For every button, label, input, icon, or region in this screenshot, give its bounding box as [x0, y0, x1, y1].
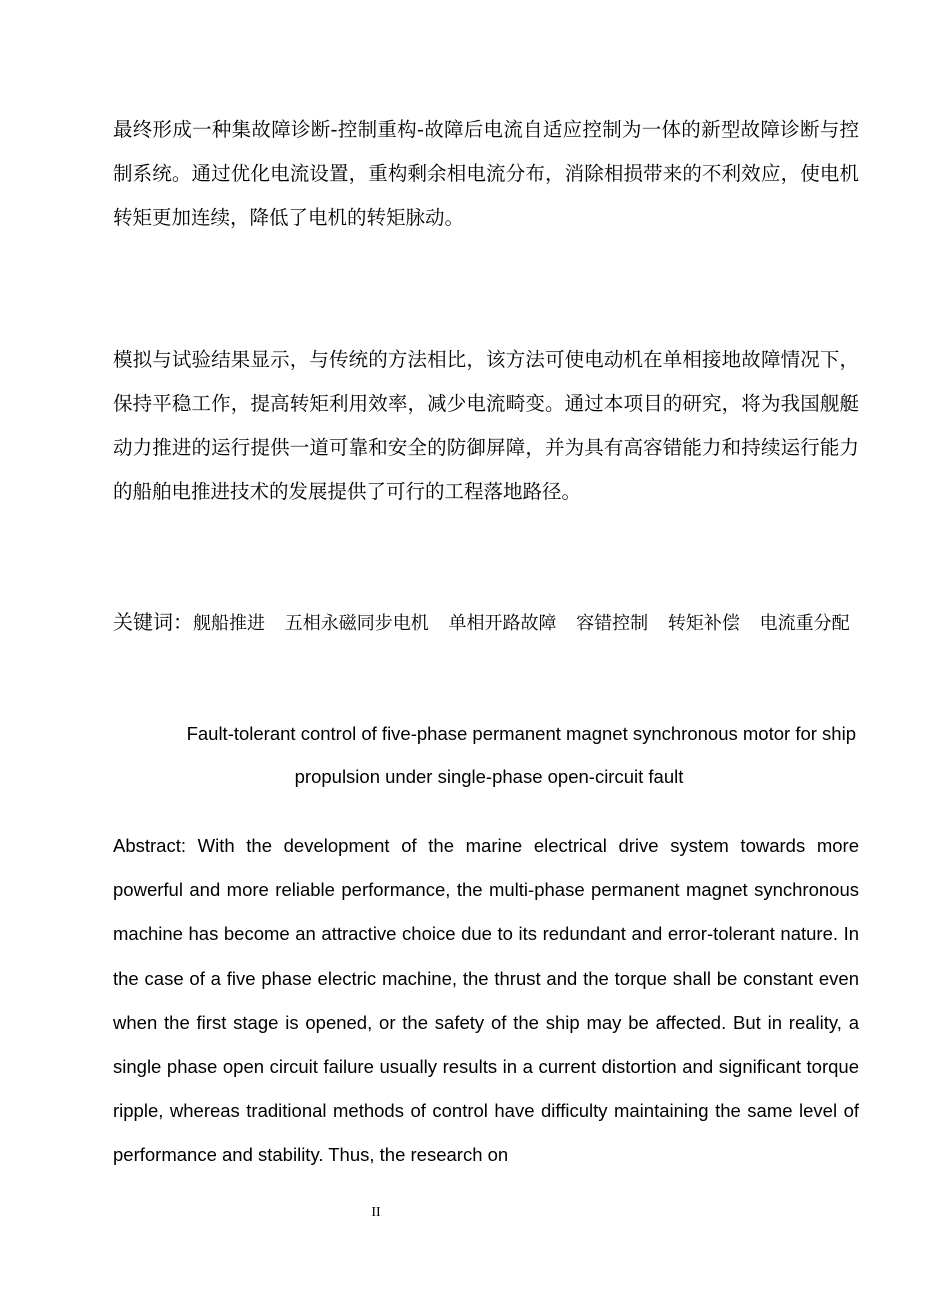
keywords-line — [113, 601, 859, 645]
english-title-line-2: propulsion under single-phase open-circuit fault — [294, 766, 684, 787]
english-abstract: Abstract: With the development of the marine electrical drive system towards more powerful and more reliable performance, the multi-phase permanent magnet synchronous machine has become an attractive choice due to its redundant and error-tolerant nature. In the case of a five phase electric machine, the thrust and the torque shall be constant even when the first stage is opened, or the safety of the ship may be affected. But in reality, a single phase open circuit failure usually results in a current distortion and significant torque ripple, whereas traditional methods of control have difficulty maintaining the same level of performance and stability. Thus, the research on — [113, 835, 859, 1166]
page-number: II — [371, 1205, 381, 1220]
keywords-label: 关键词： — [113, 610, 193, 634]
chinese-abstract-paragraph-2: 模拟与试验结果显示，与传统的方法相比，该方法可使电动机在单相接地故障情况下，保持平稳工作，提高转矩利用效率，减少电流畸变。通过本项目的研究，将为我国舰艇动力推进的运行提供一道可靠和安全的防御屏障，并为具有高容错能力和持续运行能力的船舶电推进技术的发展提供了可行的工程落地路径。 — [113, 348, 859, 503]
keywords-list: 舰船推进 五相永磁同步电机 单相开路故障 容错控制 转矩补偿 电流重分配 — [193, 613, 850, 634]
chinese-abstract-paragraph-1: 最终形成一种集故障诊断-控制重构-故障后电流自适应控制为一体的新型故障诊断与控制系统。通过优化电流设置，重构剩余相电流分布，消除相损带来的不利效应，使电机转矩更加连续，降低了电机的转矩脉动。 — [113, 118, 859, 229]
english-title-line-1: Fault-tolerant control of five-phase permanent magnet synchronous motor for ship — [186, 723, 856, 744]
english-title — [113, 712, 859, 798]
